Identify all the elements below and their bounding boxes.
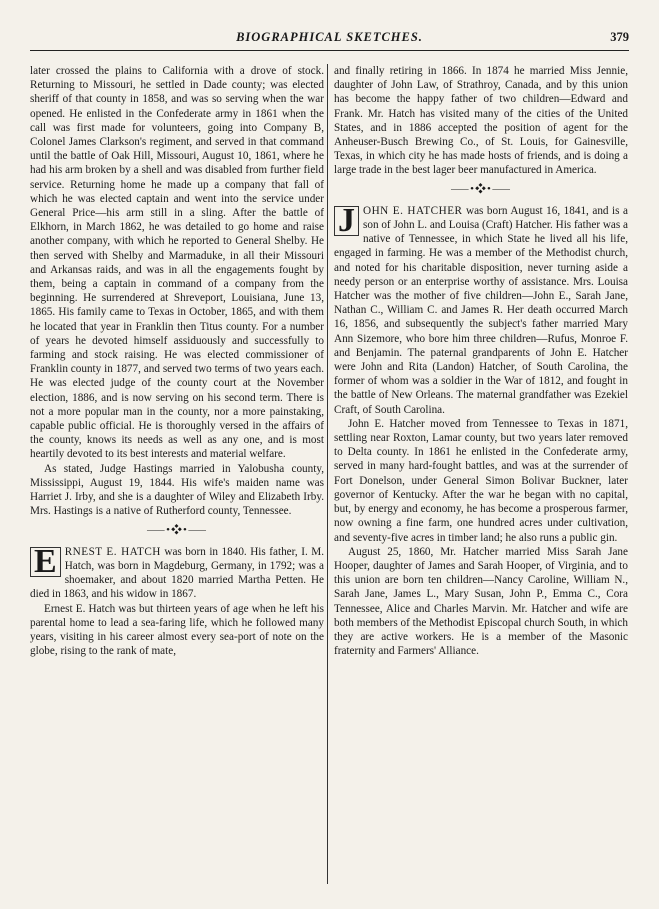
hatcher-intro-paragraph	[334, 201, 629, 417]
hatch-intro-paragraph	[30, 542, 324, 602]
hatcher-intro-text: was born August 16, 1841, and is a son of John L. and Louisa (Craft) Hatcher. His father was a native of Tennessee, in which State he lived all his life, engaged in farming. He was a member of the Methodist church, and noted for his charitable disposition, never turning aside a needy person or an enterprise worthy of assistance. Mrs. Louisa Hatcher was the mother of five children—John E., Sarah Jane, Nathan C., William C. and James R. Her death occurred March 16, 1856, and subsequently the subject's father married Mary Ann Sizemore, who bore him three children—Rufus, Monroe F. and Benjamin. The paternal grandparents of John E. Hatcher were John and Rita (Landon) Hatcher, of South Carolina, the former of whom was a soldier in the War of 1812, and fought in the battle of New Orleans. The maternal grandfather was Ezekiel Craft, of South Carolina.	[334, 204, 629, 416]
hatcher-texas-paragraph: John E. Hatcher moved from Tennessee to Texas in 1871, settling near Roxton, Lamar county, but two years later removed to Delta county. In 1861 he enlisted in the Confederate army, served in many hard-fought battles, and was at the surrender of Fort Donelson, under General Simon Bolivar Buckner, later governor of Kentucky. After the war he began with no capital, but, by energy and economy, he has become a prosperous farmer, now owning a fine farm, one hundred acres under cultivation, and seventy-five acres in timber land; he also runs a public gin.	[334, 417, 628, 544]
hatch-drop-cap: E	[30, 547, 61, 577]
hatch-intro-text: was born in 1840. His father, I. M. Hatch, was born in Magdeburg, Germany, in 1792; was a shoemaker, and about 1820 married Martha Petten. He died in 1863, and his widow in 1867.	[30, 545, 324, 601]
page-number: 379	[610, 30, 629, 44]
section-ornament: ⸺•❖•⸺	[146, 523, 208, 536]
left-column	[30, 64, 324, 658]
hatcher-drop-cap: J	[334, 206, 359, 236]
hatcher-marriage-paragraph: August 25, 1860, Mr. Hatcher married Miss Sarah Jane Hooper, daughter of James and Sarah Hooper, of Virginia, and to this union are born ten children—Nancy Caroline, William N., Sarah Jane, James L., Mary Susan, John P., Emma C., Cora Tennessee, Alice and Charles Marvin. Mr. Hatcher and wife are both members of the Methodist Episcopal church South, in which they are active workers. He is a member of the Masonic fraternity and Farmers' Alliance.	[334, 545, 628, 658]
hatcher-name-lead: OHN E. HATCHER	[363, 204, 463, 217]
hatch-career-paragraph: Ernest E. Hatch was but thirteen years of age when he left his parental home to lead a sea-faring life, which he followed many years, visiting in his career almost every sea-port of note on the globe, rising to the rank of mate,	[30, 602, 324, 658]
hatch-continuation-paragraph: and finally retiring in 1866. In 1874 he married Miss Jennie, daughter of John Law, of Strathroy, Canada, and by this union has become the happy father of two children—Edward and Frank. Mr. Hatch has visited many of the cities of the United States, and in 1886 accepted the position of agent for the Anheuser-Busch Brewing Co., of St. Louis, for Gainesville, Texas, in which city he has made hosts of friends, and is doing a large trade in the best lager beer manufactured in America.	[334, 65, 628, 177]
hastings-continuation-paragraph: later crossed the plains to California with a drove of stock. Returning to Missouri, he settled in Dade county; was elected sheriff of that county in 1858, and was so serving when the war opened. He enlisted in the Confederate army in 1861 when the call was first made for volunteers, going into Company B, Colonel James Clarkson's regiment, and served in that command until the battle of Oak Hill, Missouri, August 10, 1861, where he had his arm broken by a shell and was disabled from further field service. Returning home he made up a company that fall of which he was elected captain and went into the service under General Price—his arm still in a sling. After the battle of Elkhorn, in March 1862, he was detailed to go home and raise another company, with which he reported to General Shelby. He then served with Shelby and Marmaduke, in all their Missouri and Arkansas raids, and was in all the engagements fought by them, being a captain in command of a company from the beginning. He surrendered at Shreveport, Louisiana, June 13, 1865. His family came to Texas in October, 1865, and with them he located that year in Franklin then Titus county. For a number of years he devoted himself assiduously and successfully to farming and stock raising. He was elected commissioner of Franklin county in 1877, and served two terms of two years each. He was elected judge of the county court at the November election, 1886, and is now serving on his second term. There is not a more popular man in the county, nor a more painstaking, capable public official. He is thoroughly versed in the affairs of the county, knows its needs as well as any one, and is most heartily devoted to its best interests and material welfare.	[30, 65, 324, 461]
right-column	[334, 64, 628, 658]
column-divider	[327, 64, 328, 884]
hastings-marriage-paragraph: As stated, Judge Hastings married in Yalobusha county, Mississippi, August 19, 1844. His wife's maiden name was Harriet J. Irby, and she is a daughter of Wiley and Elizabeth Irby. Mrs. Hastings is a native of Rutherford county, Tennessee.	[30, 462, 324, 518]
page-header	[30, 30, 629, 51]
section-ornament: ⸺•❖•⸺	[450, 182, 512, 195]
running-head: BIOGRAPHICAL SKETCHES.	[236, 30, 423, 44]
hatch-name-lead: RNEST E. HATCH	[64, 545, 161, 558]
